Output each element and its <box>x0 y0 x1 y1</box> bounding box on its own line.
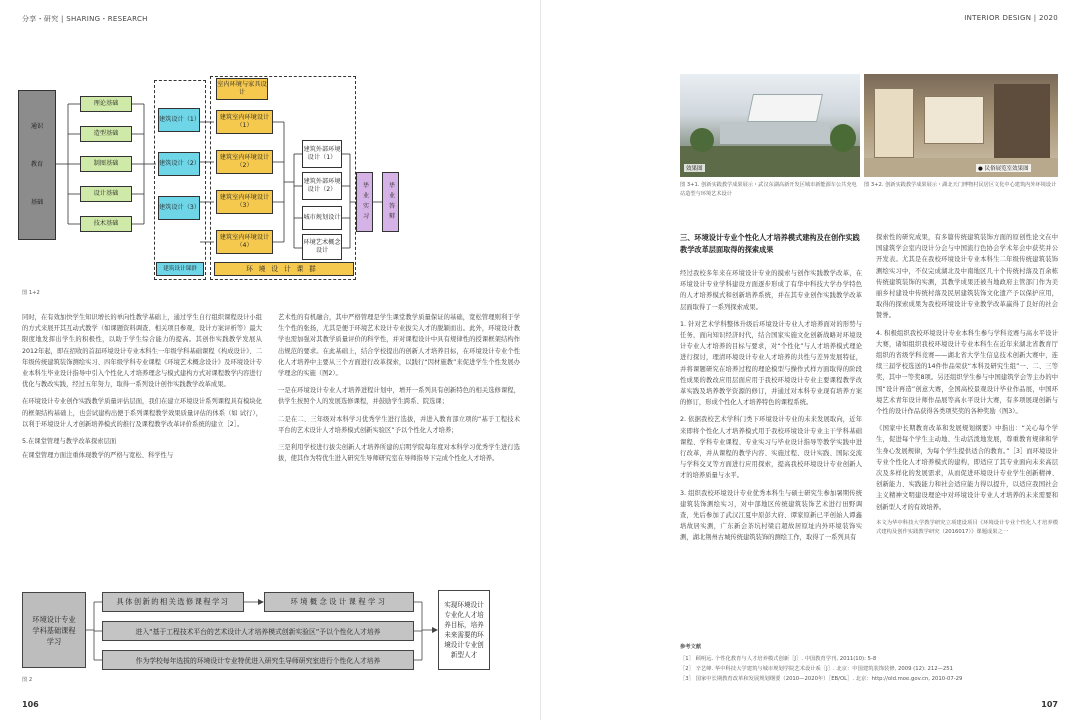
reference-item: ［3］ 国家中长期教育改革和发展规划纲要（2010—2020年）［EB/OL］. 北京：http://old.moe.gov.cn, 2010-07-29 <box>680 676 963 682</box>
funding-note: 本文为华中科技大学教学研究立项建设项目《环境设计专业个性化人才培养模式建构及创作实践教学研究（2016017）》课题成果之一 <box>876 519 1058 536</box>
diagram-box: 毕业答辩 <box>382 172 399 232</box>
diagram-label: 教育 <box>30 161 44 168</box>
diagram-box: 建筑室内环境设计（3） <box>216 190 273 214</box>
bullet-icon: ● <box>978 166 983 172</box>
photo-2-caption: 图 3+2. 创新实践教学成果展示・湖北天门博物村民居区文化中心建筑内外环境设计 <box>864 182 1057 188</box>
folk-exhibition-render-photo <box>864 74 1058 177</box>
page-gutter <box>540 0 541 720</box>
photo-1-caption: 图 3+1. 创新实践教学成果展示・武汉东湖高新开发区城市新能源车公共充电站造型与环境艺术设计 <box>680 182 857 197</box>
figure-1-caption: 图 1+2 <box>22 290 40 296</box>
photo-label-text: 民俗展览室效果图 <box>984 166 1029 172</box>
reference-item: ［2］ 辛艺峰. 华中科技大学建筑与城市规划学院艺术设计系［J］. 北京：中国建筑装饰装修, 2009 (12): 212—251 <box>680 666 954 672</box>
subheading: 5.在课堂管理与教学改革探索层面 <box>22 438 117 446</box>
photo-label: 效果图 <box>686 166 703 172</box>
diagram-box: 建筑外部环境设计（1） <box>302 140 342 168</box>
diagram-box: 造型基础 <box>80 126 132 142</box>
paragraph: 探索性的研究成果，有多篇传统建筑装饰方面的原创性论文在中国建筑学会室内设计分会与中国流行色协会学术年会中获奖并公开发表。尤其是在我校环境设计专业本科生二年级传统建筑装饰测绘实习中，不仅完成湖北及中南地区几十个传统村落及百余栋传统建筑装饰的实测，其教学成果还被当地政府主管部门作为美丽乡村建设中传统村落及民居建筑装饰文化遗产予以保护应用，取得的探索成果为我校环境设计专业教学改革赢得了良好的社会赞誉。 <box>876 234 1058 320</box>
paragraph: 2. 依据我校艺术学科门类下环境设计专业的未来发展取向，近年来即将个性化人才培养模式用于我校环境设计专业主干学科基础课程、学科专业课程、专业实习与毕业设计指导等教学实践中进行改革，并从课程的教学内容、实施过程、设计实践、国际交流与学科交叉等方面进行应用探索，提高我校环境设计专业创新人才的培养质量与水平。 <box>680 416 862 480</box>
paragraph: 3. 组织我校环境设计专业优秀本科生与硕士研究生参加暑期传统建筑装饰测绘实习，对中部地区传统建筑装饰艺术进行田野调查，先后参加了武汉江夏中原彭大府、谭家原新已平创始人谭鑫培故居实测，广东新会茶坑村梁启超故居原址内外环境装饰实测，湖北荆州古城传统建筑装饰的测绘工作，取得了一系列具有 <box>680 489 862 542</box>
diagram-box: 制图基础 <box>80 156 132 172</box>
figure-2-box: 环境概念设计课程学习 <box>264 592 414 612</box>
page-number-right: 107 <box>1041 700 1058 709</box>
figure-2-right-box: 实现环境设计专业化人才培养目标，培养未来需要的环境设计专业创新型人才 <box>438 590 490 670</box>
diagram-box: 理论基础 <box>80 96 132 112</box>
paragraph: 1. 针对艺术学科整体升级后环境设计专业人才培养面对的形势与任务，面向知识经济时代，结合国家实施文化创新战略对环境设计专业人才培养的目标与要求，对“个性化”与人才培养模式理论进行探讨，理清环境设计专业人才培养的共性与差异发展特征，并将课题研究在培养过程的理论模型与操作式样方面取得的阶段性成果的教改应用层面应用于我校环境设计专业主要课程教学改革实践及培养教学资源的修订，并通过对本科专业现有培养方案的修订，形成个性化人才培养特色的课程系统。 <box>680 320 862 407</box>
wood-wall-shape <box>994 84 1050 158</box>
canopy-shape <box>747 94 823 122</box>
left-column-1 <box>22 312 262 467</box>
reference-item: ［1］ 顾明远. 个性化教育与人才培养模式创新［J］. 中国教育学刊, 2011(10): 5-8 <box>680 656 877 662</box>
diagram-box: 城市规划设计 <box>302 206 342 230</box>
paragraph: 4. 积极组织我校环境设计专业本科生参与学科竞赛与高水平设计大赛，诸如组织我校环境设计专业本科生在近年来湖北省教育厅组织的省级学科竞赛——湖北省大学生信息技术创新大赛中，连续三届学校选送的14件作品荣获“本科及研究生组”一、二、三等奖，其中一等奖8项。另还组织学生参与中国建筑学会等主办的中国“设计再造”创意大赛，全国高校景观设计毕业作品展，中国环境艺术青年设计师作品展等高水平设计大赛，有多项展现创新与个性的设计作品获得各类项奖奖的各种奖励（图3）。 <box>876 329 1058 416</box>
diagram-box: 环境艺术概念设计 <box>302 234 342 260</box>
header-left: 分享・研究 | SHARING・RESEARCH <box>22 15 148 23</box>
charging-station-render-photo <box>680 74 860 177</box>
paragraph: 《国家中长期教育改革和发展规划纲要》中指出：“关心每个学生，促进每个学生主动地、生动活泼地发展，尊重教育规律和学生身心发展规律，为每个学生提供适合的教育。”［3］而环境设计专业个性化人才培养模式的建构，即适应了其专业面向未来高层次及多样化的发展需求，从而促进环境设计专业学生创新精神、创新能力、实践能力和社会适应能力得以提升，以适应我国社会主义精神文明建设理论中对环境设计专业人才培养的未来需要和创新型人才的有效培养。 <box>876 425 1058 511</box>
page-number-left: 106 <box>22 700 39 709</box>
diagram-box: 建筑室内环境设计（1） <box>216 110 273 134</box>
paragraph: 一是在环境设计专业人才培养进程计划中，增开一系列具有创新特色的相关选修课程，供学生按照个人的发展选修课程，并鼓励学生跨系、院选课； <box>278 387 520 406</box>
display-panel-shape <box>924 96 984 144</box>
paragraph: 经过我校多年来在环境设计专业的摸索与创作实践教学改革，在环境设计专业学科建设方面逐步形成了有华中科技大学办学特色的人才培养模式和创新培养系统，并在其专业创作实践教学改革层面取得了一系列探索成果。 <box>680 270 862 311</box>
diagram-box: 环境设计课群 <box>214 262 354 276</box>
paragraph: 在课堂管理方面注重体现教学的严格与宽松、科学性与 <box>22 452 174 460</box>
photo-label <box>976 164 1031 172</box>
references <box>680 642 1060 684</box>
paragraph: 二是在二、三年级对本科学习优秀学生进行选拔，并进入教育部立项的“基于工程技术平台的艺术设计人才培养模式创新实验区”予以个性化人才培养； <box>278 415 520 434</box>
building-shape <box>720 122 830 144</box>
figure-2-box: 作为学校每年选拔的环境设计专业特优进入研究生导师研究室进行个性化人才培养 <box>102 650 414 670</box>
diagram-box: 建筑室内环境设计（2） <box>216 150 273 174</box>
general-education-box <box>18 90 56 240</box>
right-column-2 <box>876 232 1058 544</box>
diagram-box: 建筑设计（3） <box>158 196 200 220</box>
tree-shape <box>690 128 714 152</box>
figure-2-box: 进入“基于工程技术平台的艺术设计人才培养模式创新实验区”予以个性化人才培养 <box>102 621 414 641</box>
tree-shape <box>830 124 856 152</box>
diagram-box: 室内环境与家具设计 <box>216 78 268 100</box>
diagram-box: 建筑设计课群 <box>156 262 204 276</box>
diagram-box: 设计基础 <box>80 186 132 202</box>
diagram-box: 建筑外部环境设计（2） <box>302 172 342 200</box>
figure-1-diagram <box>18 72 418 287</box>
diagram-box: 毕业实习 <box>356 172 373 232</box>
section-title: 三、环境设计专业个性化人才培养模式建构及在创作实践教学改革层面取得的探索成果 <box>680 233 860 254</box>
header-right: INTERIOR DESIGN | 2020 <box>964 14 1058 22</box>
paragraph: 同时，在有效加快学生知识增长的单向性教学基础上，通过学生自行组织课程设计小组的方式来展开其互动式教学（如课题资料调查、相关项目参观、设计方案评析等）最大限度地发挥出学生的积极性，以助于学生综合能力的提高。其创作实践教学发展从2012年起，即在招收的首届环境设计专业本科生一年级学科基础课程《构成设计》、二年级传统建筑装饰测绘实习、四年级学科专业课程《环境艺术概念设计》及环境设计专业本科生毕业设计指导中引入个性化人才培养理念与模式建构方式对课程教学内容进行优化与教改实践，经过五年努力，取得一系列设计创作实践教学改革成果。 <box>22 314 262 389</box>
paragraph: 三是利用学校进行拔尖创新人才培养所建的启明学院每年度对本科学习优秀学生进行选拔，使其作为特优生进入研究生导师研究室在导师指导下完成个性化人才培养。 <box>278 444 520 463</box>
figure-2-caption: 图 2 <box>22 677 33 683</box>
figure-2-box: 具体创新的相关选修课程学习 <box>102 592 244 612</box>
references-title: 参考文献 <box>680 644 702 650</box>
left-column-2 <box>278 312 520 470</box>
diagram-box: 技术基础 <box>80 216 132 232</box>
right-column-1 <box>680 232 862 550</box>
diagram-box: 建筑设计（1） <box>158 108 200 132</box>
diagram-box: 建筑设计（2） <box>158 152 200 176</box>
diagram-label: 通识 <box>30 123 44 130</box>
diagram-box: 建筑室内环境设计（4） <box>216 230 273 254</box>
figure-2-left-box: 环境设计专业学科基础课程学习 <box>22 592 86 668</box>
display-panel-shape <box>874 88 914 158</box>
paragraph: 在环境设计专业创作实践教学质量评估层面，我们在建立环境设计系列课程具有模块化的框架结构基础上，也尝试建构出便于系列课程教学效果质量评估的体系（如 试行），以利于环境设计人才创新培养模式的推行及课程教学改革评价系统的建立［2］。 <box>22 398 262 428</box>
figure-2-diagram <box>22 588 522 673</box>
paragraph: 艺术性的有机融合，其中严格管理是学生课堂教学质量保证的基础，宽松管理则利于学生个性的张扬，尤其是便于环境艺术设计专业拔尖人才的脱颖而出。此外，环境设计教学也需加强对其教学质量评价的科学性，并对课程设计中具有规律性的授课框架结构作出规范的要求。在此基础上，结合学校提出的创新人才培养目标，在环境设计专业个性化人才培养中主要从三个方面进行改革探索，以践行“因材施教”来促进学生个性发展办学理念的实施（图2）。 <box>278 314 520 378</box>
diagram-label: 基础 <box>30 199 44 206</box>
